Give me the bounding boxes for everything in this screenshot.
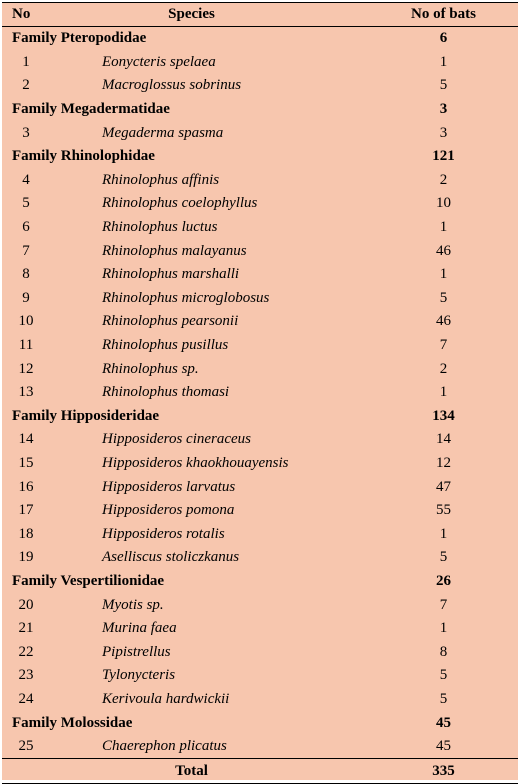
family-total: 6 [439,30,448,47]
bat-species-table [2,2,518,784]
family-row [2,405,518,429]
species-row [2,239,518,263]
species-number: 20 [18,596,34,613]
species-number: 1 [22,53,30,70]
family-row [2,27,518,51]
species-row [2,263,518,287]
species-row [2,546,518,570]
species-row [2,121,518,145]
species-name: Rhinolophus pusillus [102,337,229,354]
species-row [2,357,518,381]
bat-species-table-panel [2,2,518,780]
species-number: 3 [22,124,30,141]
family-name: Family Pteropodidae [12,30,147,47]
species-number: 8 [22,266,30,283]
species-row [2,452,518,476]
species-number: 23 [18,667,34,684]
total-label: Total [94,759,329,784]
species-row [2,664,518,688]
species-name: Rhinolophus pearsonii [102,313,239,330]
table-body [2,27,518,759]
species-number: 19 [18,549,34,566]
family-row [2,570,518,594]
species-count: 1 [439,219,448,236]
species-row [2,593,518,617]
species-name: Murina faea [102,620,177,637]
species-row [2,51,518,75]
total-spacer [2,759,94,784]
species-number: 4 [22,171,30,188]
family-name: Family Rhinolophidae [12,148,155,165]
species-name: Rhinolophus affinis [102,171,220,188]
species-number: 15 [18,454,34,471]
species-count: 1 [439,53,448,70]
species-number: 24 [18,690,34,707]
family-name: Family Megadermatidae [12,101,170,118]
species-row [2,310,518,334]
species-number: 22 [18,643,34,660]
family-total: 121 [432,148,455,165]
species-number: 12 [18,360,34,377]
species-name: Kerivoula hardwickii [102,690,230,707]
species-name: Aselliscus stoliczkanus [102,549,240,566]
family-row [2,145,518,169]
species-name: Hipposideros khaokhouayensis [102,454,289,471]
family-name: Family Vespertilionidae [12,572,165,589]
species-count: 1 [439,620,448,637]
total-row [2,759,518,784]
species-name: Eonycteris spelaea [102,53,216,70]
species-row [2,499,518,523]
species-count: 10 [436,195,451,212]
table-header-row [2,3,518,27]
species-name: Hipposideros pomona [102,502,235,519]
species-name: Rhinolophus luctus [102,219,218,236]
species-count: 5 [439,549,448,566]
species-count: 7 [439,337,448,354]
species-name: Tylonycteris [102,667,176,684]
header-no: No [2,3,94,27]
species-number: 10 [18,313,34,330]
species-number: 13 [18,384,34,401]
species-name: Macroglossus sobrinus [102,77,242,94]
species-number: 11 [18,337,34,354]
species-row [2,688,518,712]
family-total: 134 [432,407,455,424]
species-count: 5 [439,667,448,684]
species-name: Rhinolophus sp. [102,360,199,377]
species-count: 1 [439,266,448,283]
species-number: 25 [18,738,34,755]
species-row [2,74,518,98]
species-count: 8 [439,643,448,660]
species-name: Rhinolophus marshalli [102,266,240,283]
species-name: Rhinolophus malayanus [102,242,247,259]
species-count: 45 [436,738,451,755]
species-row [2,287,518,311]
species-count: 1 [439,525,448,542]
species-count: 3 [439,124,448,141]
species-number: 6 [22,219,30,236]
species-number: 2 [22,77,30,94]
species-count: 5 [439,289,448,306]
total-value: 335 [329,759,518,784]
species-name: Chaerephon plicatus [102,738,227,755]
species-count: 5 [439,690,448,707]
species-row [2,169,518,193]
species-row [2,735,518,759]
species-count: 2 [439,171,448,188]
species-count: 55 [436,502,451,519]
species-row [2,334,518,358]
family-name: Family Hipposideridae [12,407,160,424]
species-count: 1 [439,384,448,401]
species-count: 46 [436,313,451,330]
species-number: 9 [22,289,30,306]
species-row [2,640,518,664]
species-number: 21 [18,620,34,637]
species-row [2,522,518,546]
species-name: Rhinolophus microglobosus [102,289,270,306]
species-count: 7 [439,596,448,613]
species-row [2,617,518,641]
species-name: Hipposideros larvatus [102,478,236,495]
family-total: 3 [439,101,448,118]
species-count: 5 [439,77,448,94]
species-name: Rhinolophus thomasi [102,384,230,401]
species-count: 46 [436,242,451,259]
species-count: 2 [439,360,448,377]
species-name: Hipposideros cineraceus [102,431,252,448]
header-count: No of bats [329,3,518,27]
family-row [2,711,518,735]
species-name: Hipposideros rotalis [102,525,225,542]
species-row [2,428,518,452]
species-name: Rhinolophus coelophyllus [102,195,258,212]
species-row [2,216,518,240]
family-total: 45 [436,714,451,731]
species-count: 14 [436,431,451,448]
species-count: 12 [436,454,451,471]
species-row [2,381,518,405]
species-row [2,192,518,216]
species-number: 5 [22,195,30,212]
family-row [2,98,518,122]
species-number: 17 [18,502,34,519]
species-number: 18 [18,525,34,542]
species-number: 16 [18,478,34,495]
species-number: 7 [22,242,30,259]
species-name: Myotis sp. [102,596,164,613]
family-name: Family Molossidae [12,714,133,731]
species-count: 47 [436,478,451,495]
species-name: Megaderma spasma [102,124,224,141]
species-row [2,475,518,499]
header-species: Species [94,3,329,27]
species-number: 14 [18,431,34,448]
family-total: 26 [436,572,451,589]
species-name: Pipistrellus [102,643,171,660]
